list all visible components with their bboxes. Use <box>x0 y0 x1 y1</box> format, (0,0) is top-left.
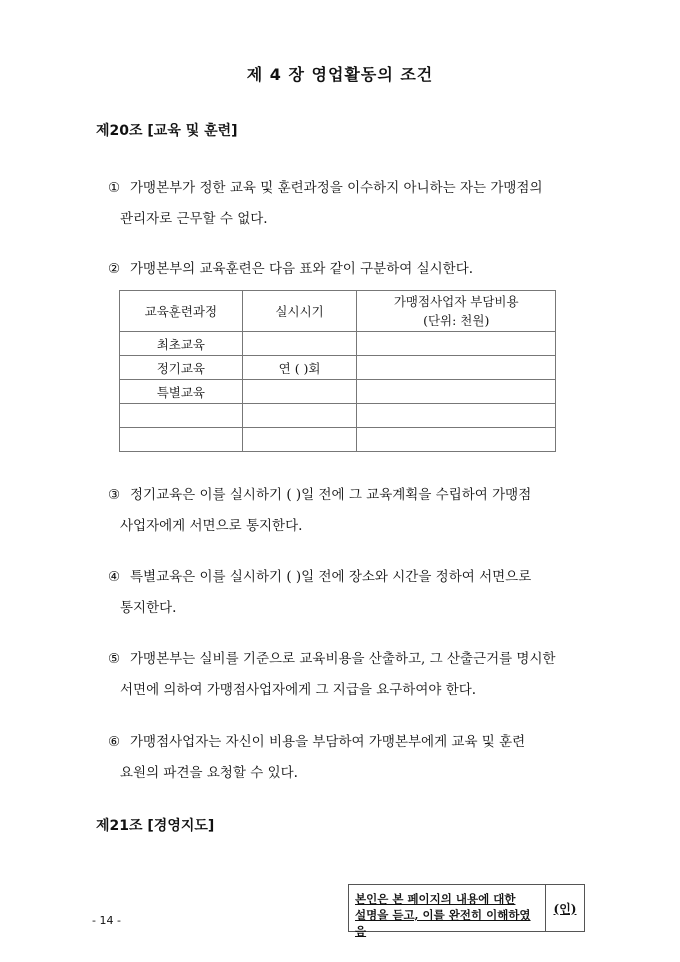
paragraph-line: 특별교육은 이를 실시하기 ( )일 전에 장소와 시간을 정하여 서면으로 <box>130 569 532 585</box>
table-cell <box>357 332 556 356</box>
paragraph-2 <box>108 254 588 285</box>
table-cell <box>120 404 243 428</box>
table-header-cell: 교육훈련과정 <box>120 291 243 332</box>
article-21-heading: 제21조 [경영지도] <box>96 818 215 834</box>
paragraph-5 <box>108 644 588 706</box>
paragraph-line: 가맹본부의 교육훈련은 다음 표와 같이 구분하여 실시한다. <box>130 261 474 277</box>
table-cell <box>120 428 243 452</box>
table-cell: 정기교육 <box>120 356 243 380</box>
paragraph-4 <box>108 562 588 624</box>
table-cell <box>357 380 556 404</box>
table-row <box>120 356 556 380</box>
paragraph-line: 가맹본부는 실비를 기준으로 교육비용을 산출하고, 그 산출근거를 명시한 <box>130 651 556 667</box>
confirmation-line: 본인은 본 페이지의 내용에 대한 <box>355 892 516 906</box>
table-header-unit: (단위: 천원) <box>423 313 490 328</box>
table-cell: 특별교육 <box>120 380 243 404</box>
table-header-cost: 가맹점사업자 부담비용 <box>393 294 519 309</box>
confirmation-text <box>355 891 539 939</box>
table-header-cell <box>357 291 556 332</box>
table-cell: 최초교육 <box>120 332 243 356</box>
paragraph-number: ① <box>108 180 121 196</box>
confirmation-box <box>348 884 585 938</box>
table-cell: 연 ( )회 <box>242 356 357 380</box>
table-row <box>120 380 556 404</box>
paragraph-line: 요원의 파견을 요청할 수 있다. <box>120 765 298 781</box>
table-header-row <box>120 291 556 332</box>
paragraph-line: 사업자에게 서면으로 통지한다. <box>120 518 303 534</box>
paragraph-6 <box>108 727 588 789</box>
education-table <box>119 290 556 452</box>
table-cell <box>357 428 556 452</box>
paragraph-number: ② <box>108 261 121 277</box>
table-cell <box>357 356 556 380</box>
paragraph-line: 가맹본부가 정한 교육 및 훈련과정을 이수하지 아니하는 자는 가맹점의 <box>130 180 543 196</box>
chapter-title: 제 4 장 영업활동의 조건 <box>246 65 434 84</box>
paragraph-1 <box>108 173 588 235</box>
paragraph-line: 가맹점사업자는 자신이 비용을 부담하여 가맹본부에게 교육 및 훈련 <box>130 734 526 750</box>
table-cell <box>357 404 556 428</box>
paragraph-number: ④ <box>108 569 121 585</box>
table-cell <box>242 380 357 404</box>
table-row <box>120 332 556 356</box>
paragraph-line: 관리자로 근무할 수 없다. <box>120 211 268 227</box>
seal-field: (인) <box>545 885 584 931</box>
paragraph-line: 통지한다. <box>120 600 177 616</box>
paragraph-line: 정기교육은 이를 실시하기 ( )일 전에 그 교육계획을 수립하여 가맹점 <box>130 487 532 503</box>
article-20-heading: 제20조 [교육 및 훈련] <box>96 123 238 139</box>
paragraph-number: ⑤ <box>108 651 121 667</box>
page-number: - 14 - <box>92 914 121 927</box>
table-cell <box>242 404 357 428</box>
table-cell <box>242 428 357 452</box>
table-row <box>120 404 556 428</box>
table-cell <box>242 332 357 356</box>
table-row <box>120 428 556 452</box>
paragraph-number: ③ <box>108 487 121 503</box>
paragraph-number: ⑥ <box>108 734 121 750</box>
confirmation-line: 설명을 듣고, 이를 완전히 이해하였음 <box>355 908 531 938</box>
paragraph-line: 서면에 의하여 가맹점사업자에게 그 지급을 요구하여야 한다. <box>120 682 477 698</box>
table-header-cell: 실시시기 <box>242 291 357 332</box>
paragraph-3 <box>108 480 588 542</box>
